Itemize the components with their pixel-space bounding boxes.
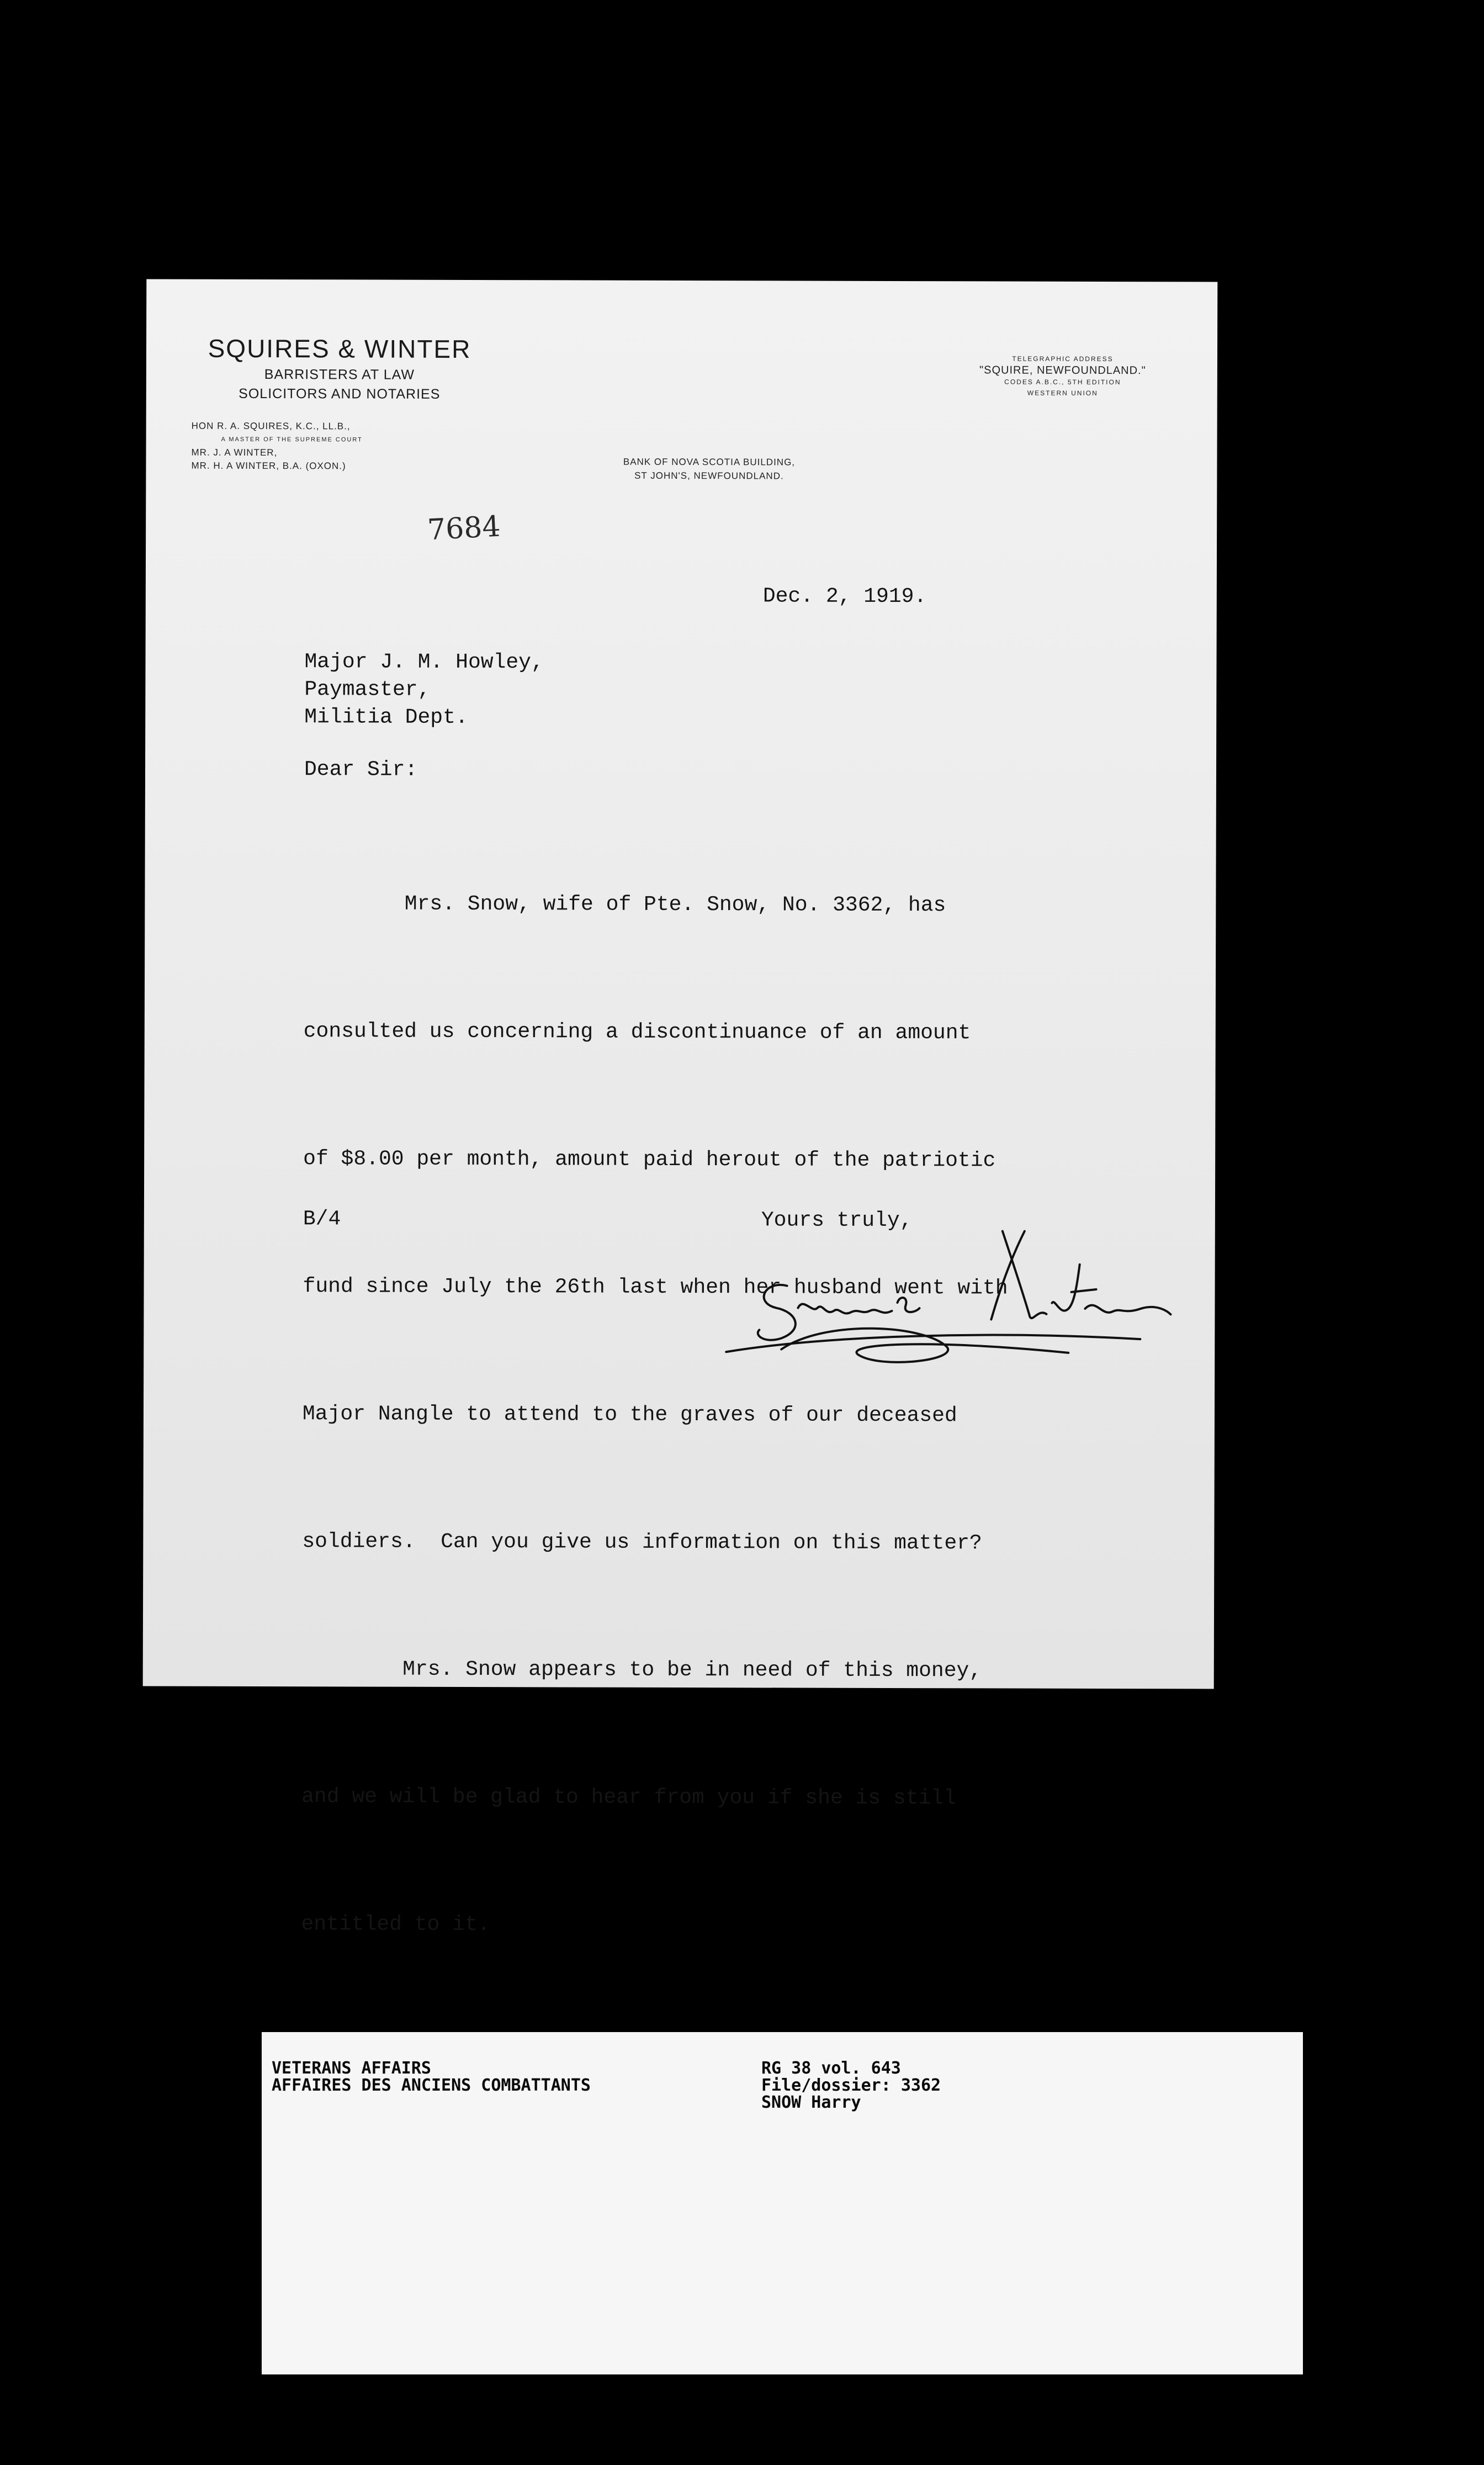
- body-line: soldiers. Can you give us information on this matter?: [302, 1530, 982, 1556]
- firm-name: SQUIRES & WINTER: [208, 334, 471, 364]
- partner-line: HON R. A. SQUIRES, K.C., LL.B.,: [191, 420, 351, 432]
- letter-body: [301, 797, 1009, 2032]
- salutation: Dear Sir:: [304, 758, 418, 782]
- body-line: and we will be glad to hear from you if she is still: [301, 1785, 956, 1811]
- body-line: Major Nangle to attend to the graves of our deceased: [302, 1402, 957, 1428]
- letter-page: [143, 279, 1218, 1937]
- closing: Yours truly,: [761, 1208, 913, 1233]
- recipient-line: Militia Dept.: [304, 705, 468, 729]
- partner-line: MR. J. A WINTER,: [191, 447, 278, 458]
- recipient-line: Major J. M. Howley,: [304, 650, 544, 675]
- recipient-address: [304, 648, 544, 732]
- department-line: AFFAIRES DES ANCIENS COMBATTANTS: [272, 2076, 591, 2095]
- archive-ref-line: File/dossier: 3362: [761, 2076, 941, 2095]
- bank-address: [576, 455, 841, 483]
- telegraphic-label: TELEGRAPHIC ADDRESS: [1012, 355, 1114, 363]
- recipient-line: Paymaster,: [304, 678, 431, 702]
- telegraphic-value: "SQUIRE, NEWFOUNDLAND.": [979, 364, 1146, 377]
- letterhead: [196, 334, 483, 403]
- department-block: [272, 2060, 591, 2094]
- partner-line: MR. H. A WINTER, B.A. (OXON.): [191, 460, 346, 472]
- bank-line: BANK OF NOVA SCOTIA BUILDING,: [623, 456, 796, 468]
- department-line: VETERANS AFFAIRS: [272, 2059, 431, 2078]
- telegraphic-codes: CODES A.B.C., 5TH EDITION: [1004, 378, 1121, 387]
- body-line: Mrs. Snow appears to be in need of this money,: [301, 1657, 982, 1683]
- body-line: fund since July the 26th last when her husband went with: [303, 1274, 1008, 1300]
- firm-line-1: BARRISTERS AT LAW: [264, 367, 415, 383]
- archive-label-card: [262, 2032, 1303, 2374]
- bank-line: ST JOHN'S, NEWFOUNDLAND.: [634, 470, 784, 482]
- telegraphic-union: WESTERN UNION: [1027, 389, 1098, 397]
- file-number-stamp: 7684: [426, 510, 501, 547]
- handwritten-signature: [715, 1219, 1179, 1386]
- body-line: of $8.00 per month, amount paid herout of the patriotic: [303, 1147, 996, 1173]
- archive-ref-line: RG 38 vol. 643: [761, 2059, 901, 2078]
- body-line: consulted us concerning a discontinuance of an amount: [303, 1019, 971, 1045]
- file-reference-block: [761, 2060, 941, 2111]
- body-line: entitled to it.: [301, 1912, 490, 1937]
- partner-line: A MASTER OF THE SUPREME COURT: [221, 436, 363, 443]
- body-line: Mrs. Snow, wife of Pte. Snow, No. 3362, has: [304, 892, 946, 918]
- archive-ref-line: SNOW Harry: [761, 2093, 861, 2112]
- reference-code: B/4: [303, 1207, 341, 1231]
- partners-list: [191, 420, 478, 473]
- firm-line-2: SOLICITORS AND NOTARIES: [239, 385, 441, 402]
- telegraphic-address: [919, 353, 1206, 399]
- letter-date: Dec. 2, 1919.: [762, 584, 927, 609]
